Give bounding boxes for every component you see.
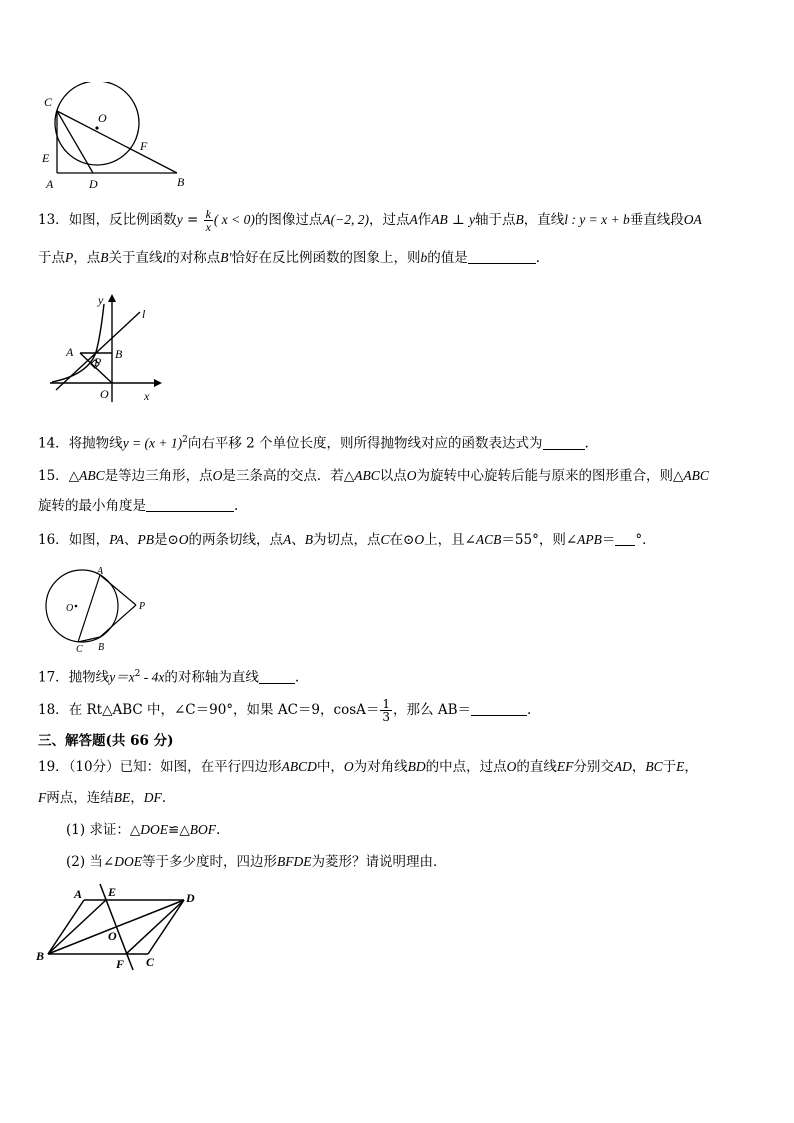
q15-t2: 是等边三角形，点 — [104, 468, 213, 484]
circle-o — [55, 82, 139, 165]
y-axis-arrow — [108, 294, 116, 302]
label-e: E — [42, 151, 50, 165]
section-header: 三、解答题(共 66 分) — [38, 733, 174, 749]
q16-t2: 、 — [123, 532, 138, 548]
q13-l2f: 的值是 — [427, 250, 468, 266]
q17-eq: y＝x — [109, 669, 135, 685]
q18-end: . — [527, 702, 532, 718]
q13-cond: ( x < 0) — [213, 212, 255, 227]
q18-answer-blank[interactable] — [471, 701, 527, 716]
q16-t7: 在⊙ — [389, 532, 415, 548]
q13-yaxis: y — [469, 212, 476, 227]
q13-p: P — [65, 250, 74, 265]
q16-a: A — [283, 532, 292, 547]
q19-bd: BD — [407, 759, 426, 774]
label-c: C — [76, 644, 83, 652]
label-d: D — [89, 177, 98, 191]
q13-line2 — [38, 248, 549, 268]
q19-l2d: . — [161, 790, 167, 806]
q19-cong: ≌△ — [168, 822, 190, 838]
q15-abc2: ABC — [354, 468, 380, 483]
q16-t4: 的两条切线，点 — [188, 532, 284, 548]
q19-part2 — [66, 852, 446, 872]
q13-k-over-x — [204, 208, 213, 233]
chord-ca — [78, 575, 100, 642]
center-dot — [75, 605, 78, 608]
q17-end: . — [294, 669, 300, 686]
q14-text1: 将抛物线 — [68, 435, 123, 452]
q19-l2c: ， — [130, 790, 144, 806]
q19-t7: ， — [631, 759, 646, 775]
q13-text4: 作 — [417, 212, 432, 228]
label-c: C — [44, 95, 53, 109]
q13-l2b: ，点 — [73, 250, 101, 266]
q13-answer-blank[interactable] — [468, 249, 536, 264]
q14-text2: 向右平移 2 个单位长度，则所得抛物线对应的函数表达式为 — [187, 435, 543, 452]
q17-sup: 2 — [134, 669, 141, 679]
q13-text5: 轴于点 — [475, 212, 516, 228]
q13-text: 如图，反比例函数 — [68, 212, 177, 228]
q19-t6: 分别交 — [573, 759, 614, 775]
q19-part1 — [66, 820, 220, 840]
q19-line1 — [38, 757, 698, 777]
q18-t2: ，那么 AB＝ — [393, 702, 471, 718]
q16-t11: °． — [635, 532, 656, 548]
q16-pa: PA — [109, 532, 124, 547]
q15-o: O — [212, 468, 223, 483]
q19-df: DF — [143, 790, 162, 805]
q16-t9: ＝55°，则∠ — [501, 532, 578, 548]
q19-t4: 的中点，过点 — [425, 759, 507, 775]
q13-text3: ，过点 — [369, 212, 410, 228]
x-axis-arrow — [154, 379, 162, 387]
label-b: B — [177, 175, 185, 189]
side-dc — [148, 900, 184, 954]
label-b: B — [98, 642, 105, 652]
q13-ab: AB — [431, 212, 448, 227]
q15-l2: 旋转的最小角度是 — [38, 498, 146, 514]
segment-be — [48, 900, 106, 954]
q17-number: 17． — [38, 669, 69, 686]
circle-tangent-figure — [36, 82, 196, 192]
label-o: O — [108, 929, 117, 943]
q13-a: A — [409, 212, 418, 227]
q16-t10: ＝ — [601, 532, 616, 548]
q17-answer-blank[interactable] — [259, 669, 295, 684]
q19-p2-pre: (2) 当∠ — [66, 854, 115, 870]
q18-line — [38, 697, 531, 723]
q13-b2: B — [100, 250, 109, 265]
q17-line — [38, 664, 299, 688]
q14-answer-blank[interactable] — [543, 435, 585, 450]
q19-bfde: BFDE — [276, 854, 312, 869]
q16-c: C — [380, 532, 390, 547]
center-dot — [95, 126, 98, 129]
label-a: A — [97, 566, 104, 577]
label-y: y — [98, 293, 104, 307]
q19-score: （10分） — [68, 759, 120, 775]
q16-t8: 上，且∠ — [424, 532, 476, 548]
label-c: C — [146, 955, 155, 969]
q19-bc: BC — [645, 759, 663, 774]
label-x: x — [144, 389, 150, 403]
q18-t1: 在 Rt△ABC 中，∠C＝90°，如果 AC＝9，cosA＝ — [68, 702, 380, 718]
q15-number: 15． — [38, 468, 69, 484]
q16-acb: ACB — [475, 532, 502, 547]
q15-t5: 为旋转中心旋转后能与原来的图形重合，则△ — [416, 468, 684, 484]
q19-abcd: ABCD — [281, 759, 317, 774]
parallelogram-figure — [34, 880, 204, 972]
q15-answer-blank[interactable] — [146, 497, 234, 512]
q19-ad: AD — [613, 759, 632, 774]
q15-t1: △ — [68, 468, 80, 484]
label-a: A — [66, 345, 74, 359]
q13-oa: OA — [683, 212, 702, 227]
q13-y: y — [176, 212, 183, 227]
label-l: l — [142, 307, 146, 321]
q16-t1: 如图， — [68, 532, 110, 548]
label-o: O — [98, 111, 107, 125]
q18-fden: 3 — [382, 710, 391, 724]
q19-t5: 的直线 — [516, 759, 557, 775]
q17-t2: 的对称轴为直线 — [164, 669, 259, 686]
q16-pb: PB — [137, 532, 154, 547]
q19-e: E — [676, 759, 685, 774]
q13-l: l — [162, 250, 167, 265]
q13-l2e: 恰好在反比例函数的图象上，则 — [231, 250, 421, 266]
q14-end: . — [584, 435, 589, 452]
q13-l2a: 于点 — [38, 250, 65, 266]
q19-t3: 为对角线 — [353, 759, 408, 775]
q14-sup: 2 — [182, 435, 188, 445]
q13-b-var: b — [420, 250, 428, 265]
q19-t9: ， — [684, 759, 698, 775]
q19-o: O — [343, 759, 354, 774]
q19-l2b: 两点，连结 — [46, 790, 114, 806]
label-a: A — [74, 887, 83, 901]
q13-end: ． — [535, 250, 550, 266]
label-o: O — [100, 387, 109, 401]
q19-bof: BOF — [189, 822, 216, 837]
q13-number: 13． — [38, 212, 69, 228]
q14-number: 14． — [38, 435, 69, 452]
q14-eq: y = (x + 1) — [122, 435, 183, 451]
label-f: F — [116, 957, 125, 971]
q15-line2 — [38, 496, 238, 516]
q19-t8: 于 — [662, 759, 677, 775]
q17-t1: 抛物线 — [68, 669, 110, 686]
q13-x: x — [205, 220, 211, 234]
q13-text2: 的图像过点 — [254, 212, 323, 228]
tangent-lines-figure — [40, 566, 160, 652]
side-ab — [48, 900, 84, 954]
label-b: B — [36, 949, 45, 963]
q15-t3: 是三条高的交点．若△ — [222, 468, 355, 484]
q16-t3: 是⊙ — [153, 532, 179, 548]
q15-line1 — [38, 466, 709, 486]
q16-answer-blank[interactable] — [615, 531, 635, 546]
label-a: A — [46, 177, 54, 191]
q19-p2-end: 为菱形？请说明理由． — [311, 854, 447, 870]
q15-end: . — [234, 498, 239, 514]
hyperbola-figure — [42, 290, 172, 406]
q13-eq: = — [182, 212, 203, 228]
q13-perp: ⊥ — [447, 212, 470, 228]
q19-o2: O — [506, 759, 517, 774]
q16-b: B — [304, 532, 314, 547]
label-e: E — [108, 885, 117, 899]
q13-b: B — [515, 212, 524, 227]
label-d: D — [186, 891, 195, 905]
q19-f: F — [38, 790, 47, 805]
q13-line1 — [38, 208, 702, 233]
q16-o2: O — [414, 532, 425, 547]
q13-l2d: 的对称点 — [166, 250, 221, 266]
q16-number: 16． — [38, 532, 69, 548]
q15-abc: ABC — [79, 468, 105, 483]
q13-k: k — [205, 207, 211, 221]
q19-t1: 已知：如图，在平行四边形 — [119, 759, 282, 775]
label-b: B — [115, 347, 123, 361]
q13-l2c: 关于直线 — [108, 250, 163, 266]
q13-line-l: l : y = x + b — [564, 212, 630, 227]
q19-doe: DOE — [140, 822, 169, 837]
q16-apb: APB — [577, 532, 602, 547]
q13-text7: 垂直线段 — [629, 212, 684, 228]
q19-ef: EF — [556, 759, 574, 774]
label-p: P — [94, 355, 102, 369]
q16-o: O — [178, 532, 189, 547]
label-f: F — [140, 139, 148, 153]
q18-fraction — [380, 698, 392, 723]
q19-line2 — [38, 788, 166, 808]
q19-p2-mid: 等于多少度时，四边形 — [141, 854, 277, 870]
q16-t5: 、 — [291, 532, 305, 548]
label-p: P — [139, 601, 146, 612]
q14-line — [38, 430, 589, 454]
q13-point-a: A(−2, 2) — [322, 212, 369, 227]
q16-t6: 为切点，点 — [313, 532, 381, 548]
q15-t4: 以点 — [379, 468, 407, 484]
label-o: O — [66, 603, 74, 614]
q16-line — [38, 530, 656, 550]
q13-bprime: B′ — [220, 250, 232, 265]
segment-df — [126, 900, 184, 954]
q19-be: BE — [113, 790, 131, 805]
q17-eq2: - 4x — [140, 669, 165, 685]
q18-fnum: 1 — [382, 697, 391, 711]
q19-p1-pre: (1) 求证：△ — [66, 822, 141, 838]
q19-number: 19． — [38, 759, 69, 775]
q19-t2: 中， — [316, 759, 344, 775]
q19-doe2: DOE — [114, 854, 142, 869]
q13-text6: ，直线 — [523, 212, 565, 228]
q15-o2: O — [406, 468, 417, 483]
q15-abc3: ABC — [683, 468, 709, 483]
q18-number: 18． — [38, 702, 69, 718]
q19-p1-end: . — [216, 822, 221, 838]
